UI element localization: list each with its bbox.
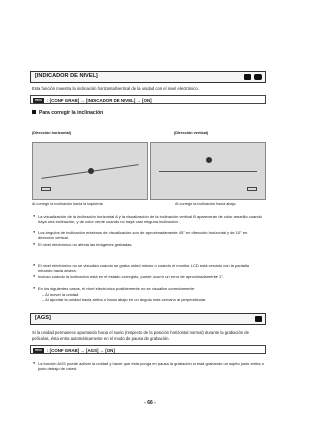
menu-path-text: : [CONF GRAB] → [INDICADOR DE NIVEL] → [ON] [47,97,152,103]
level-intro-text: Esta función muestra la inclinación horizontal/vertical de la unidad con el nivel electrónico. [32,86,199,91]
mode-icons [244,74,262,80]
caption-right: Al corregir la inclinación hacia abajo [175,202,236,206]
section-header-ags [30,313,266,325]
note-subitem: – Al mover la unidad. [42,292,80,297]
note-item: ● El nivel electrónico no se visualiza cuando se graba usted mismo o cuando el monitor LCD está cerrado con la pantalla mirando hacia afuera. [38,263,264,274]
level-mark [247,187,257,191]
video-mode-icon [255,316,262,322]
caption-left: Al corregir la inclinación hacia la izquierda [32,202,103,206]
section-header-level-indicator [30,71,266,83]
menu-icon: MENU [34,97,43,102]
ags-intro-text: Si la unidad permanece apuntando hacia el suelo (respecto de la posición horizontal normal) durante la grabación de películas, ésta entra automáticamente en el modo de pausa de grabación. [32,330,249,341]
note-item: ● El nivel electrónico no afecta las imágenes grabadas. [38,242,264,247]
section-title: [AGS] [35,315,51,321]
level-bubble-b [206,157,212,163]
note-item: ● En los siguientes casos, el nivel electrónico posiblemente no se visualice correctamente: [38,286,264,291]
menu-path-box [30,345,266,354]
page-number: - 66 - [144,400,156,406]
menu-icon: MENU [34,347,43,352]
horizontal-level-illustration [32,142,148,200]
level-mark [41,187,51,191]
note-item: ● Incluso cuando la inclinación está en el estado corregido, puede ocurrir un error de aproximadamente 1°. [38,274,264,279]
note-item: ● Los ángulos de inclinación máximos de visualización son de aproximadamente 45° en dirección horizontal y de 10° en dirección vertical. [38,230,264,241]
label-horizontal: (Dirección horizontal) [32,131,72,135]
mode-icons [255,316,262,322]
menu-path-box [30,95,266,104]
video-mode-icon [244,74,251,80]
note-item: ● La función AGS puede activar la unidad y hacer que ésta ponga en pausa la grabación si está grabando un sujeto justo arriba o justo debajo de usted. [38,361,264,372]
note-item: ● La visualización de la inclinación horizontal A y la visualización de la inclinación vertical B aparecerán de color amarillo cuando haya una inclinación, y de color verde cuando no haya casi ninguna inclinación. [38,214,264,225]
label-vertical: (Dirección vertical) [174,131,209,135]
camera-mode-icon [254,74,262,80]
subheading-correct-tilt: Para corregir la inclinación [32,110,103,116]
vertical-level-illustration [150,142,266,200]
horizon-line [159,171,257,172]
level-bubble-a [88,168,94,174]
menu-path-text: : [CONF GRAB] → [AGS] → [ON] [47,347,115,353]
section-title: [INDICADOR DE NIVEL] [35,73,98,79]
note-subitem: – Al apuntar la unidad hacia arriba o hacia abajo en un ángulo más cercano al perpendicular. [42,297,207,302]
